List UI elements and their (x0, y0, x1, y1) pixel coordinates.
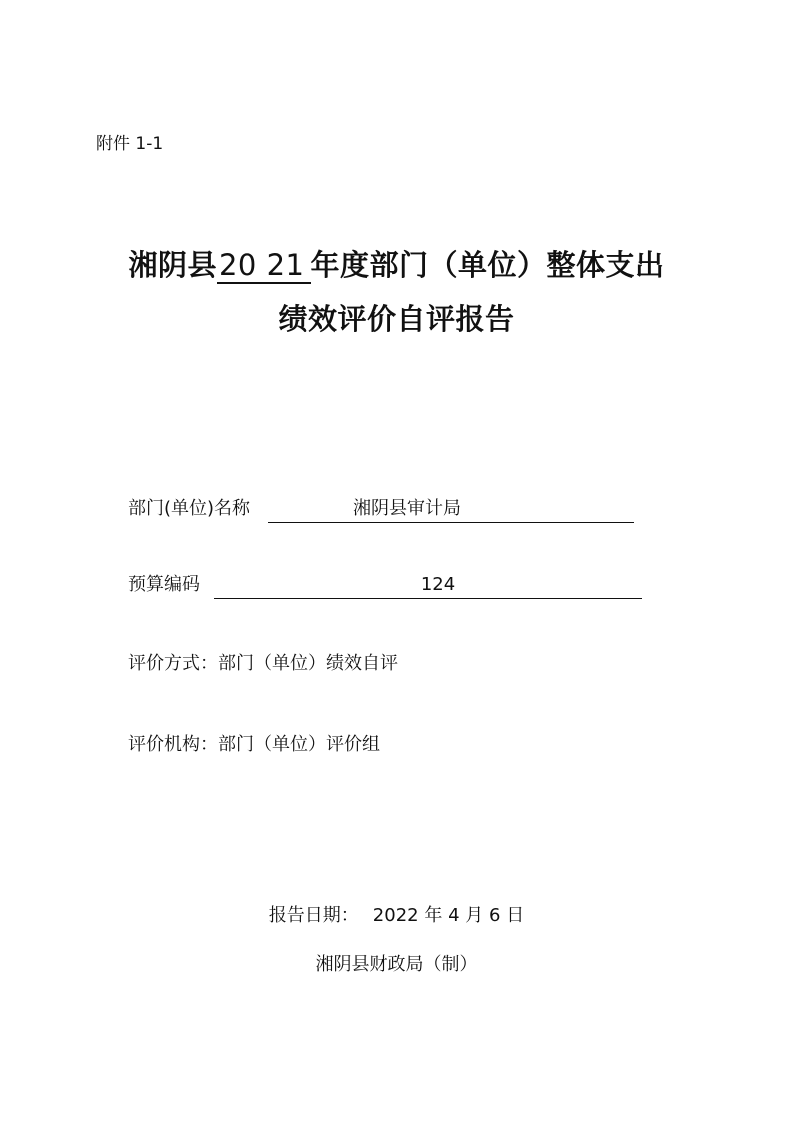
title-year: 20 21 (217, 248, 311, 284)
budget-code-value: 124 (420, 574, 456, 595)
dept-name-value: 湘阴县审计局 (353, 498, 461, 519)
report-date-label: 报告日期： (268, 905, 359, 926)
eval-mode-text: 评价方式：部门（单位）绩效自评 (128, 653, 398, 674)
report-date-year-unit: 年 (424, 905, 443, 926)
issuer: 湘阴县财政局（制） (315, 954, 478, 975)
report-title-line-1 (0, 245, 793, 285)
report-date-day-unit: 日 (506, 905, 525, 926)
title-line1-suffix: 年度部门（单位）整体支出 (310, 248, 665, 282)
report-date-year: 2022 (372, 905, 419, 926)
budget-code-label: 预算编码 (128, 574, 200, 595)
eval-org-text: 评价机构：部门（单位）评价组 (128, 734, 380, 755)
dept-name-field (268, 496, 634, 523)
report-date (0, 903, 793, 929)
attachment-label: 附件 1-1 (96, 134, 164, 154)
title-prefix: 湘阴县 (128, 248, 217, 282)
report-date-day: 6 (489, 905, 501, 926)
report-date-month-unit: 月 (465, 905, 484, 926)
dept-name-label: 部门(单位)名称 (128, 498, 251, 519)
report-title-line-2: 绩效评价自评报告 (278, 302, 515, 336)
budget-code-field (214, 572, 642, 599)
report-date-month: 4 (448, 905, 460, 926)
